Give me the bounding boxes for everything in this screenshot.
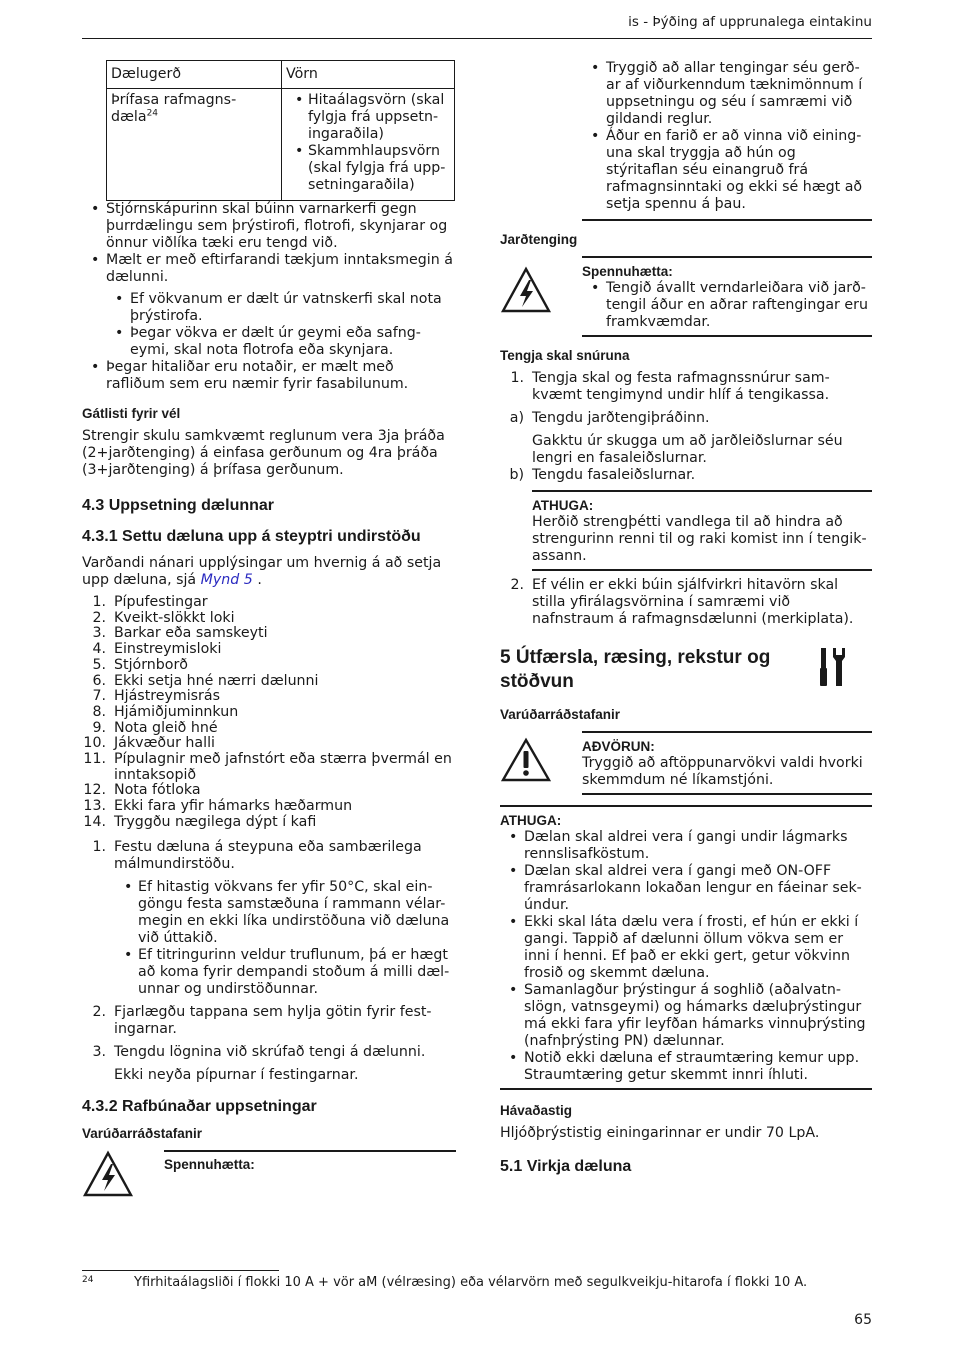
voltage-hazard-callout — [82, 1150, 456, 1203]
part-label: Hjástreymisrás — [114, 688, 220, 705]
step-3: 3. Tengdu lögnina við skrúfað tengi á dælunni. — [92, 1043, 426, 1060]
step-2: 2. Fjarlægðu tappana sem hylja götin fyrir fest-ingarnar. — [92, 1003, 432, 1037]
step-text: Ef vélin er ekki búin sjálfvirkri hitavörn skal stilla yfirálagsvörnina í samræmi við nafnstraum á rafmagnsdælunni (merkiplata). — [532, 577, 854, 627]
install-steps — [82, 839, 456, 873]
precautions-heading: Varúðarráðstafanir — [82, 1125, 203, 1141]
install-intro — [82, 555, 456, 589]
step-3-note: Ekki neyða pípurnar í festingarnar. — [114, 1066, 359, 1083]
list-number: 13. — [83, 798, 106, 815]
step-2: 2. Ef vélin er ekki búin sjálfvirkri hitavörn skal stilla yfirálagsvörnina í samræmi við nafnstraum á rafmagnsdælunni (merkiplata). — [510, 577, 854, 627]
intro-text: Varðandi nánari upplýsingar um hvernig á að setja upp dæluna, sjá — [82, 555, 442, 588]
step-text: Festu dæluna á steypuna eða sambærilega málmundirstöðu. — [114, 838, 422, 872]
grounding-callout — [500, 256, 872, 337]
list-number: 4. — [92, 641, 106, 658]
connection-list — [582, 60, 872, 213]
part-label: Ekki fara yfir hámarks hæðarmun — [114, 798, 353, 815]
warning-text: Tryggið að aftöppunarvökvi valdi hvorki skemmdum né líkamstjóni. — [582, 755, 863, 788]
hazard-label: Spennuhætta: — [164, 1156, 255, 1172]
step-b: b) Tengdu fasaleiðslurnar. — [509, 467, 696, 483]
section-5-heading: 5 Útfærsla, ræsing, rekstur og stöðvun — [500, 647, 771, 692]
list-item — [82, 595, 456, 611]
footnote-rule — [82, 1270, 279, 1271]
checklist-text: Strengir skulu samkvæmt reglunum vera 3ja þráða (2+jarðtenging) á einfasa gerðunum og 4ra þráða (3+jarðtenging) á þrífasa gerðunum. — [82, 428, 445, 478]
cable-steps-2 — [500, 577, 872, 628]
install-steps-cont — [82, 1004, 456, 1061]
grounding-heading: Jarðtenging — [500, 232, 578, 247]
list-item — [82, 783, 456, 799]
footnote-text: Yfirhitaálagsliði í flokki 10 A + vör aM (vélræsing) eða vélarvörn með segulkveikju-hitarofa í flokki 10 A. — [134, 1275, 808, 1290]
part-label: Barkar eða samskeyti — [114, 625, 268, 642]
figure-link[interactable]: Mynd 5 — [200, 572, 253, 588]
part-label: Jákvæður halli — [114, 735, 215, 752]
section-5-header — [500, 646, 872, 694]
list-item: • Tengið ávallt verndarleiðara við jarð-tengil áður en aðrar raftengingar eru framkvæmdar. — [582, 280, 872, 331]
section-4-3-1-heading: 4.3.1 Settu dæluna upp á steyptri undirstöðu — [82, 528, 421, 545]
left-column — [82, 60, 456, 1203]
list-number: 12. — [83, 782, 106, 799]
part-label: Hjámiðjuminnkun — [114, 703, 239, 720]
list-item: • Skammhlaupsvörn (skal fylgja frá upp-setningaraðila) — [286, 143, 450, 194]
list-item: • Dælan skal aldrei vera í gangi með ON-OFF framrásarlokann lokaðan lengur en fáeinar sek-úndur. — [500, 863, 872, 914]
cable-a-note: Gakktu úr skugga um að jarðleiðslurnar séu lengri en fasaleiðslurnar. — [532, 433, 843, 466]
list-item: • Þegar vökva er dælt úr geymi eða safng-eymi, skal nota flotrofa eða skynjara. — [82, 325, 456, 359]
electrical-hazard-icon — [82, 1150, 164, 1203]
part-label: Stjórnborð — [114, 656, 188, 673]
list-item — [82, 752, 456, 783]
electrical-hazard-icon — [500, 256, 582, 319]
list-number: 1. — [92, 594, 106, 610]
list-item — [82, 674, 456, 690]
list-item: • Stjórnskápurinn skal búinn varnarkerfi gegn þurrdælingu sem þrýstirofi, flotrofi, skynjarar og önnur viðlíka tæki eru tengd við. — [82, 201, 456, 252]
grounding-list — [582, 280, 872, 331]
part-label: Nota fótloka — [114, 782, 201, 799]
section-5-1-heading: 5.1 Virkja dæluna — [500, 1158, 632, 1175]
list-item: • Tryggið að allar tengingar séu gerð-ar af viðurkenndum tæknimönnum í uppsetningu og séu í samræmi við gildandi reglur. — [582, 60, 872, 128]
list-item — [82, 689, 456, 705]
warning-icon — [500, 731, 582, 788]
list-number: 8. — [92, 703, 106, 720]
list-item — [82, 642, 456, 658]
list-number: 11. — [83, 751, 106, 768]
precautions-heading: Varúðarráðstafanir — [500, 707, 621, 722]
part-label: Tryggðu nægilega dýpt í kafi — [114, 813, 317, 830]
list-item — [82, 658, 456, 674]
list-item — [82, 705, 456, 721]
tools-icon — [818, 648, 846, 691]
note-text: Herðið strengþétti vandlega til að hindra að strengurinn renni til og raki komist inn í tengik-assann. — [532, 514, 867, 564]
step-1: 1. Tengja skal og festa rafmagnssnúrur sam-kvæmt tengimynd undir hlíf á tengikassa. — [510, 370, 830, 403]
relay-list — [82, 359, 456, 393]
step1-bullets — [82, 879, 456, 998]
note-label: ATHUGA: — [532, 498, 594, 513]
requirements-list — [82, 201, 456, 286]
list-item: • Ef hitastig vökvans fer yfir 50°C, skal ein-göngu festa samstæðuna í rammann vélar-megin en ekki líka undirstöðuna við dæluna við úttakið. — [82, 879, 456, 947]
list-number: 2. — [92, 609, 106, 626]
page-header: is - Þýðing af upprunalega eintakinu — [628, 14, 872, 30]
list-item — [82, 736, 456, 752]
table-header-pump-type: Dælugerð — [107, 61, 282, 89]
list-item: • Mælt er með eftirfarandi tækjum inntaksmegin á dælunni. — [82, 252, 456, 286]
list-number: 3. — [92, 625, 106, 642]
list-number: 6. — [92, 672, 106, 689]
footnote-ref: 24 — [146, 108, 159, 119]
step-text: Tengja skal og festa rafmagnssnúrur sam-kvæmt tengimynd undir hlíf á tengikassa. — [532, 370, 830, 403]
protection-list — [286, 92, 450, 194]
intro-end: . — [257, 572, 262, 588]
step-text: Fjarlægðu tappana sem hylja götin fyrir fest-ingarnar. — [114, 1003, 432, 1037]
section-4-3-2-heading: 4.3.2 Rafbúnaðar uppsetningar — [82, 1097, 317, 1115]
list-item: • Notið ekki dæluna ef straumtæring kemur upp. Straumtæring getur skemmt innri íhluti. — [500, 1050, 872, 1084]
note-label: ATHUGA: — [500, 813, 562, 828]
list-number: 14. — [83, 813, 106, 830]
list-item — [82, 721, 456, 737]
header-rule — [82, 38, 872, 39]
list-number: 5. — [92, 656, 106, 673]
cable-steps — [500, 370, 872, 427]
table-header-protection: Vörn — [282, 61, 455, 89]
protection-table — [106, 60, 455, 201]
list-number: 9. — [92, 719, 106, 736]
note-callout — [532, 490, 872, 571]
cable-steps-b — [500, 467, 872, 484]
grounding-hazard-label: Spennuhætta: — [582, 264, 673, 279]
right-column — [500, 60, 872, 1185]
noise-text: Hljóðþrýstistig einingarinnar er undir 70 LpA. — [500, 1125, 820, 1141]
part-label: Pípulagnir með jafnstórt eða stærra þvermál en inntaksopið — [114, 751, 452, 783]
list-item: • Ef vökvanum er dælt úr vatnskerfi skal nota þrýstirofa. — [82, 291, 456, 325]
step-1: 1. Festu dæluna á steypuna eða sambærilega málmundirstöðu. — [92, 838, 422, 872]
parts-list — [82, 595, 456, 831]
step-text: Tengdu fasaleiðslurnar. — [532, 467, 696, 483]
step-text: Tengdu lögnina við skrúfað tengi á dælunni. — [114, 1043, 426, 1060]
operation-list — [500, 829, 872, 1084]
list-number: 7. — [92, 688, 106, 705]
checklist-heading: Gátlisti fyrir vél — [82, 406, 181, 421]
inlet-devices-list — [82, 291, 456, 359]
footnote-number: 24 — [82, 1275, 94, 1285]
warning-label: AÐVÖRUN: — [582, 739, 655, 754]
step-a: a) Tengdu jarðtengiþráðinn. — [509, 410, 710, 426]
warning-callout — [500, 731, 872, 795]
list-item: • Dælan skal aldrei vera í gangi undir lágmarks rennslisafköstum. — [500, 829, 872, 863]
part-label: Einstreymisloki — [114, 641, 222, 658]
list-number: 10. — [83, 735, 106, 752]
part-label: Ekki setja hné nærri dælunni — [114, 672, 319, 689]
list-item — [82, 611, 456, 627]
step-text: Tengdu jarðtengiþráðinn. — [532, 410, 710, 426]
part-label: Pípufestingar — [114, 594, 208, 610]
page-number: 65 — [854, 1312, 872, 1328]
noise-heading: Hávaðastig — [500, 1103, 573, 1118]
table-cell-pump-type — [107, 89, 282, 201]
table-cell-protection — [282, 89, 455, 201]
part-label: Kveikt-slökkt loki — [114, 609, 235, 626]
list-item — [82, 815, 456, 831]
section-4-3-heading: 4.3 Uppsetning dælunnar — [82, 497, 275, 514]
part-label: Nota gleið hné — [114, 719, 218, 736]
list-item: • Áður en farið er að vinna við eining-una skal tryggja að hún og stýritaflan séu einangruð frá rafmagnsinntaki og ekki sé hægt að setja spennu á þau. — [582, 128, 872, 213]
list-item: • Þegar hitaliðar eru notaðir, er mælt með rafliðum sem eru næmir fyrir fasabilunum. — [82, 359, 456, 393]
list-item: • Ekki skal láta dælu vera í frosti, ef hún er ekki í gangi. Tappið af dælunni öllum vökva sem er inni í henni. Ef það er ekki gert, getur vökvinn frosið og skemmt dæluna. — [500, 914, 872, 982]
pump-type-text: Þrífasa rafmagns-dæla — [111, 92, 237, 125]
list-item: • Samanlagður þrýstingur á soghlið (aðalvatn-slögn, vatnsgeymi) og hámarks dæluþrýstingur má ekki fara yfir leyfðan hámarks vinnuþrýsting (nafnþrýsting PN) dælunnar. — [500, 982, 872, 1050]
callout-rule — [582, 213, 872, 221]
cable-heading: Tengja skal snúruna — [500, 348, 630, 363]
list-item: • Ef titringurinn veldur truflunum, þá er hægt að koma fyrir dempandi stoðum á milli dæl-unnar og undirstöðunnar. — [82, 947, 456, 998]
operation-note — [500, 805, 872, 1090]
list-item — [82, 626, 456, 642]
list-item — [82, 799, 456, 815]
list-item: • Hitaálagsvörn (skal fylgja frá uppsetn-ingaraðila) — [286, 92, 450, 143]
